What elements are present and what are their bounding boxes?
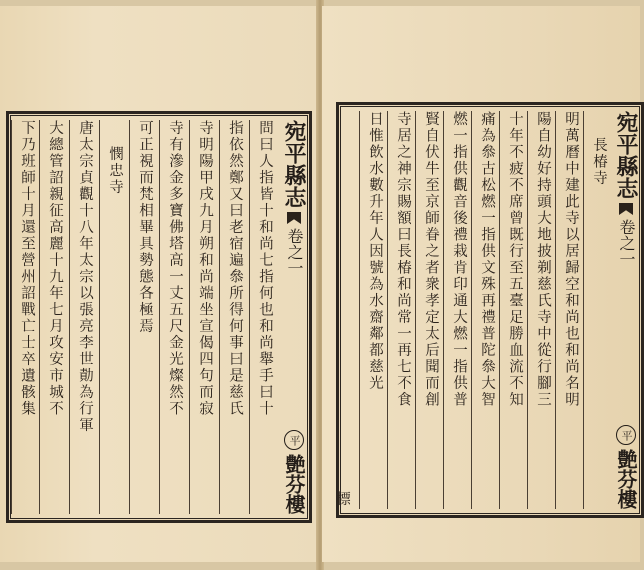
left-column-2: 指依然鄭又曰老宿遍叅所得何事曰是慈氏 [219,120,250,514]
right-column-5: 痛為叅古松燃一指供文殊再禮普陀叅大智 [471,111,502,509]
right-column-3: 陽自幼好持頭大地披剃慈氏寺中從行腳三 [527,111,558,509]
right-text-frame [336,102,644,518]
left-column-7: 唐太宗貞觀十八年太宗以張亮李世勣為行軍 [69,120,100,514]
left-column-8: 大總管詔親征高麗十九年七月攻安市城不 [39,120,70,514]
right-columns [334,105,641,515]
right-column-4: 十年不疲不席曾既行至五臺足勝血流不知 [499,111,530,509]
left-column-heading: 憫忠寺 [99,120,130,514]
right-column-heading: 長椿寺 [583,111,614,509]
left-banner-title: 宛平縣志 [281,120,307,208]
right-page [322,6,640,562]
left-studio [281,430,307,514]
right-banner-volume: 卷之一 [617,219,636,267]
right-column-6: 燃一指供觀音後禮栽肯印通大燃一指供普 [443,111,474,509]
right-column-10: 標 [334,491,350,508]
right-studio-name: 艶芬樓 [614,449,638,509]
left-column-4: 寺有滲金多寶佛塔高一丈五尺金光燦然不 [159,120,190,514]
right-column-2: 明萬曆中建此寺以居歸空和尚也和尚名明 [555,111,586,509]
right-studio-mark: 平 [616,425,636,445]
left-columns [9,114,309,520]
left-column-9: 下乃班師十月還至營州詔戰亡士卒遺骸集 [11,120,42,514]
right-column-9: 日惟飲水數升年人因號為水齋鄰都慈光 [359,111,390,509]
left-banner-volume: 卷之一 [285,228,304,276]
left-studio-mark: 平 [284,430,304,450]
left-column-5: 可正視而梵相畢具勢態各極焉 [129,120,160,514]
left-studio-name: 艶芬樓 [282,454,306,514]
left-text-frame [6,111,312,523]
right-column-8: 寺居之神宗賜額曰長椿和尚常一再七不食 [387,111,418,509]
left-page [0,6,318,562]
right-banner-title: 宛平縣志 [613,111,639,199]
fish-tail-mark-icon [619,203,633,215]
right-studio [613,425,639,509]
left-column-1: 問曰人指皆十和尚七指何也和尚舉手曰十 [249,120,280,514]
left-column-3: 寺明陽甲戌九月朔和尚端坐宣偈四句而寂 [189,120,220,514]
right-column-7: 賢自伏牛至京師眷之者衆孝定太后聞而創 [415,111,446,509]
fish-tail-mark-icon [287,212,301,224]
